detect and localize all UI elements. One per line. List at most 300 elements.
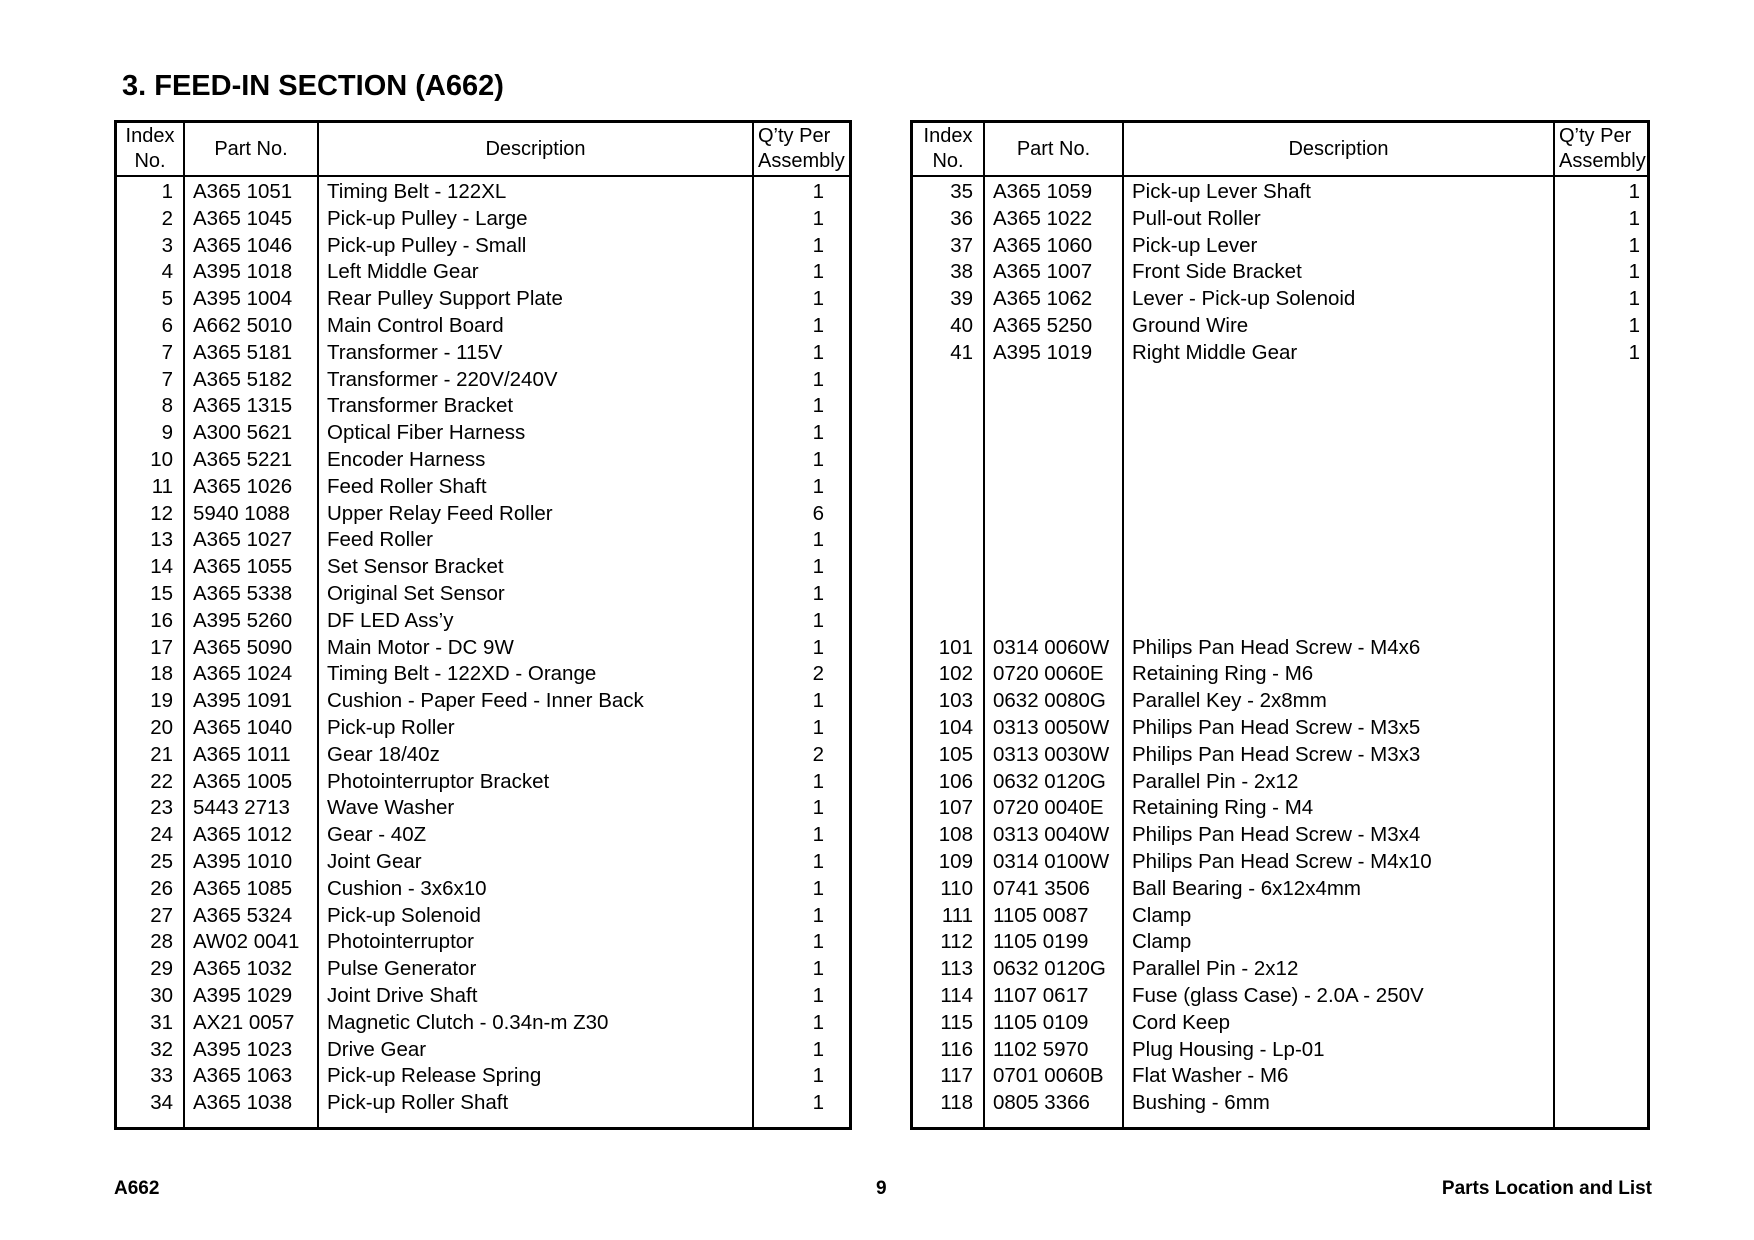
- table-row: [913, 983, 1647, 1010]
- quantity-cell: 1: [1628, 180, 1640, 203]
- table-row: [117, 447, 849, 474]
- index-cell: 111: [941, 903, 973, 927]
- part-number-cell: A395 1004: [193, 287, 293, 311]
- part-number-cell: 0314 0100W: [993, 849, 1110, 873]
- description-cell: Parallel Pin - 2x12: [1132, 957, 1299, 981]
- part-number-cell: 5443 2713: [193, 796, 290, 820]
- part-number-cell: 1105 0087: [993, 903, 1089, 927]
- index-cell: 117: [940, 1064, 973, 1088]
- quantity-cell: 1: [812, 849, 824, 873]
- description-cell: Pick-up Pulley - Small: [327, 233, 527, 257]
- quantity-cell: 1: [812, 528, 824, 552]
- table-row: [913, 688, 1647, 715]
- table-row: [117, 983, 849, 1010]
- index-cell: 36: [950, 206, 973, 230]
- part-number-cell: A300 5621: [193, 421, 293, 445]
- header-divider: [117, 175, 849, 177]
- part-number-cell: A365 1085: [193, 876, 293, 900]
- quantity-cell: 1: [812, 715, 824, 739]
- description-cell: Wave Washer: [327, 796, 455, 820]
- table-row: [117, 715, 849, 742]
- quantity-cell: 1: [812, 957, 824, 981]
- table-row: [913, 340, 1647, 367]
- description-cell: Retaining Ring - M6: [1132, 662, 1314, 686]
- part-number-cell: AX21 0057: [193, 1010, 295, 1034]
- part-number-cell: A365 1051: [193, 180, 293, 203]
- part-number-cell: 5940 1088: [193, 501, 290, 525]
- part-number-cell: A365 5324: [193, 903, 293, 927]
- quantity-cell: 1: [812, 876, 824, 900]
- quantity-cell: 1: [812, 447, 824, 471]
- index-cell: 3: [161, 233, 173, 257]
- index-cell: 113: [940, 957, 973, 981]
- part-number-cell: 0314 0060W: [993, 635, 1110, 659]
- table-row: [117, 742, 849, 769]
- description-cell: Drive Gear: [327, 1037, 427, 1061]
- index-cell: 22: [150, 769, 173, 793]
- table-row: [117, 259, 849, 286]
- part-number-cell: A365 1027: [193, 528, 293, 552]
- table-row: [913, 1090, 1647, 1117]
- table-row: [117, 233, 849, 260]
- index-cell: 31: [150, 1010, 173, 1034]
- table-row: [913, 259, 1647, 286]
- table-row: [117, 1063, 849, 1090]
- table-row: [117, 420, 849, 447]
- part-number-cell: A395 1019: [993, 340, 1093, 364]
- part-number-cell: A365 1045: [193, 206, 293, 230]
- table-row: [913, 179, 1647, 206]
- part-number-cell: A365 5182: [193, 367, 293, 391]
- table-row: [117, 929, 849, 956]
- table-row: [117, 340, 849, 367]
- index-cell: 4: [161, 260, 173, 284]
- description-cell: Retaining Ring - M4: [1132, 796, 1314, 820]
- index-cell: 37: [950, 233, 973, 257]
- description-cell: Lever - Pick-up Solenoid: [1132, 287, 1356, 311]
- table-row: [117, 876, 849, 903]
- index-cell: 109: [938, 849, 973, 873]
- header-part-no: Part No.: [214, 137, 288, 160]
- quantity-cell: 1: [812, 1091, 824, 1115]
- description-cell: Flat Washer - M6: [1132, 1064, 1289, 1088]
- description-cell: Philips Pan Head Screw - M3x4: [1132, 823, 1421, 847]
- description-cell: Philips Pan Head Screw - M3x5: [1132, 715, 1421, 739]
- index-cell: 116: [940, 1037, 973, 1061]
- description-cell: Joint Gear: [327, 849, 422, 873]
- footer-section-title: Parts Location and List: [1441, 1178, 1652, 1199]
- description-cell: Pick-up Lever: [1132, 233, 1258, 257]
- index-cell: 39: [950, 287, 973, 311]
- table-row: [913, 286, 1647, 313]
- quantity-cell: 1: [812, 1010, 824, 1034]
- description-cell: Joint Drive Shaft: [327, 983, 478, 1007]
- part-number-cell: A365 1005: [193, 769, 293, 793]
- part-number-cell: A365 5338: [193, 581, 293, 605]
- header-qty: Q’ty Per Assembly: [758, 125, 845, 172]
- table-row: [117, 1010, 849, 1037]
- table-row: [913, 929, 1647, 956]
- part-number-cell: 0632 0080G: [993, 689, 1106, 713]
- part-number-cell: A395 1023: [193, 1037, 293, 1061]
- index-cell: 27: [150, 903, 173, 927]
- table-row: [913, 849, 1647, 876]
- description-cell: Upper Relay Feed Roller: [327, 501, 553, 525]
- index-cell: 11: [151, 474, 173, 498]
- description-cell: Right Middle Gear: [1132, 340, 1298, 364]
- description-cell: Cord Keep: [1132, 1010, 1231, 1034]
- table-row: [117, 313, 849, 340]
- index-cell: 105: [938, 742, 973, 766]
- index-cell: 38: [950, 260, 973, 284]
- quantity-cell: 1: [812, 635, 824, 659]
- quantity-cell: 1: [812, 367, 824, 391]
- index-cell: 25: [150, 849, 173, 873]
- quantity-cell: 1: [1628, 287, 1640, 311]
- part-number-cell: AW02 0041: [193, 930, 300, 954]
- table-row: [913, 822, 1647, 849]
- description-cell: Timing Belt - 122XL: [327, 180, 507, 203]
- table-header: [913, 123, 1647, 175]
- table-row: [913, 554, 1647, 581]
- page-title: 3. FEED-IN SECTION (A662): [122, 70, 504, 102]
- part-number-cell: A365 1012: [193, 823, 293, 847]
- description-cell: Clamp: [1132, 903, 1192, 927]
- table-row: [117, 286, 849, 313]
- description-cell: Transformer - 115V: [327, 340, 503, 364]
- index-cell: 17: [150, 635, 173, 659]
- description-cell: Main Motor - DC 9W: [327, 635, 514, 659]
- table-row: [117, 1037, 849, 1064]
- part-number-cell: A365 5250: [993, 313, 1093, 337]
- description-cell: Magnetic Clutch - 0.34n-m Z30: [327, 1010, 609, 1034]
- footer-page-number: 9: [876, 1178, 887, 1199]
- table-row: [913, 876, 1647, 903]
- quantity-cell: 1: [1628, 233, 1640, 257]
- table-row: [913, 313, 1647, 340]
- description-cell: Feed Roller: [327, 528, 433, 552]
- index-cell: 7: [161, 367, 173, 391]
- index-cell: 115: [940, 1010, 973, 1034]
- description-cell: Main Control Board: [327, 313, 504, 337]
- description-cell: Left Middle Gear: [327, 260, 479, 284]
- part-number-cell: 0720 0040E: [993, 796, 1104, 820]
- part-number-cell: A365 1024: [193, 662, 293, 686]
- quantity-cell: 1: [812, 233, 824, 257]
- description-cell: Cushion - Paper Feed - Inner Back: [327, 689, 644, 713]
- index-cell: 19: [150, 689, 173, 713]
- description-cell: Pulse Generator: [327, 957, 477, 981]
- quantity-cell: 1: [812, 581, 824, 605]
- table-row: [117, 554, 849, 581]
- part-number-cell: A395 1018: [193, 260, 293, 284]
- quantity-cell: 1: [812, 689, 824, 713]
- table-body: [117, 179, 849, 1117]
- index-cell: 20: [150, 715, 173, 739]
- quantity-cell: 1: [812, 206, 824, 230]
- table-row: [913, 1037, 1647, 1064]
- part-number-cell: A365 1007: [993, 260, 1093, 284]
- table-row: [117, 903, 849, 930]
- parts-table-left: [114, 120, 852, 1130]
- part-number-cell: 0313 0040W: [993, 823, 1110, 847]
- table-row: [117, 179, 849, 206]
- part-number-cell: A395 1091: [193, 689, 293, 713]
- description-cell: Rear Pulley Support Plate: [327, 287, 563, 311]
- table-row: [913, 367, 1647, 394]
- description-cell: Cushion - 3x6x10: [327, 876, 487, 900]
- table-row: [913, 608, 1647, 635]
- table-row: [913, 581, 1647, 608]
- table-header: [117, 123, 849, 175]
- part-number-cell: A365 5090: [193, 635, 293, 659]
- quantity-cell: 2: [812, 742, 824, 766]
- description-cell: Gear - 40Z: [327, 823, 427, 847]
- description-cell: Transformer - 220V/240V: [327, 367, 558, 391]
- index-cell: 13: [150, 528, 173, 552]
- index-cell: 41: [950, 340, 973, 364]
- quantity-cell: 1: [812, 474, 824, 498]
- parts-table-right: [910, 120, 1650, 1130]
- description-cell: Parallel Pin - 2x12: [1132, 769, 1299, 793]
- description-cell: Original Set Sensor: [327, 581, 505, 605]
- description-cell: Photointerruptor Bracket: [327, 769, 550, 793]
- table-row: [117, 661, 849, 688]
- quantity-cell: 1: [812, 394, 824, 418]
- header-part-no: Part No.: [1016, 137, 1091, 160]
- part-number-cell: 1105 0109: [993, 1010, 1089, 1034]
- index-cell: 106: [938, 769, 973, 793]
- description-cell: Philips Pan Head Screw - M4x6: [1132, 635, 1421, 659]
- part-number-cell: A365 1046: [193, 233, 293, 257]
- quantity-cell: 1: [1628, 313, 1640, 337]
- table-row: [117, 769, 849, 796]
- part-number-cell: A395 1029: [193, 983, 293, 1007]
- part-number-cell: A365 5221: [193, 447, 293, 471]
- quantity-cell: 1: [1628, 340, 1640, 364]
- index-cell: 101: [938, 635, 973, 659]
- table-row: [913, 956, 1647, 983]
- quantity-cell: 1: [812, 287, 824, 311]
- index-cell: 7: [161, 340, 173, 364]
- table-row: [117, 474, 849, 501]
- index-cell: 24: [150, 823, 173, 847]
- quantity-cell: 1: [812, 421, 824, 445]
- table-row: [117, 849, 849, 876]
- index-cell: 6: [161, 313, 173, 337]
- description-cell: Pull-out Roller: [1132, 206, 1261, 230]
- index-cell: 28: [150, 930, 173, 954]
- description-cell: Pick-up Pulley - Large: [327, 206, 528, 230]
- index-cell: 104: [938, 715, 973, 739]
- description-cell: Pick-up Roller Shaft: [327, 1091, 509, 1115]
- part-number-cell: A365 1040: [193, 715, 293, 739]
- table-row: [913, 661, 1647, 688]
- header-divider: [913, 175, 1647, 177]
- table-row: [913, 1010, 1647, 1037]
- index-cell: 15: [150, 581, 173, 605]
- description-cell: Optical Fiber Harness: [327, 421, 526, 445]
- index-cell: 107: [938, 796, 973, 820]
- index-cell: 12: [150, 501, 173, 525]
- index-cell: 14: [150, 555, 173, 579]
- table-row: [913, 474, 1647, 501]
- quantity-cell: 1: [1628, 206, 1640, 230]
- index-cell: 23: [150, 796, 173, 820]
- index-cell: 21: [150, 742, 173, 766]
- quantity-cell: 1: [812, 1037, 824, 1061]
- description-cell: Bushing - 6mm: [1132, 1091, 1270, 1115]
- table-row: [117, 206, 849, 233]
- index-cell: 18: [150, 662, 173, 686]
- table-row: [913, 769, 1647, 796]
- index-cell: 1: [161, 180, 173, 203]
- table-row: [913, 447, 1647, 474]
- table-row: [913, 501, 1647, 528]
- part-number-cell: A365 5181: [193, 340, 293, 364]
- description-cell: Front Side Bracket: [1132, 260, 1302, 284]
- part-number-cell: 0741 3506: [993, 876, 1090, 900]
- header-description: Description: [1288, 137, 1389, 160]
- description-cell: Pick-up Solenoid: [327, 903, 481, 927]
- quantity-cell: 1: [1628, 260, 1640, 284]
- table-row: [913, 527, 1647, 554]
- index-cell: 2: [161, 206, 173, 230]
- part-number-cell: A365 1026: [193, 474, 293, 498]
- index-cell: 26: [150, 876, 173, 900]
- part-number-cell: A365 1032: [193, 957, 293, 981]
- part-number-cell: A365 1315: [193, 394, 293, 418]
- table-row: [913, 715, 1647, 742]
- part-number-cell: 0632 0120G: [993, 769, 1106, 793]
- quantity-cell: 1: [812, 313, 824, 337]
- part-number-cell: A365 1059: [993, 180, 1093, 203]
- quantity-cell: 1: [812, 796, 824, 820]
- part-number-cell: 0720 0060E: [993, 662, 1104, 686]
- quantity-cell: 1: [812, 608, 824, 632]
- index-cell: 110: [940, 876, 973, 900]
- index-cell: 103: [938, 689, 973, 713]
- index-cell: 16: [150, 608, 173, 632]
- part-number-cell: A365 1063: [193, 1064, 293, 1088]
- index-cell: 29: [150, 957, 173, 981]
- description-cell: Timing Belt - 122XD - Orange: [327, 662, 597, 686]
- table-row: [117, 501, 849, 528]
- quantity-cell: 6: [812, 501, 824, 525]
- quantity-cell: 1: [812, 1064, 824, 1088]
- quantity-cell: 1: [812, 260, 824, 284]
- table-row: [117, 635, 849, 662]
- quantity-cell: 1: [812, 823, 824, 847]
- quantity-cell: 1: [812, 983, 824, 1007]
- header-index: Index No.: [125, 125, 175, 172]
- index-cell: 30: [150, 983, 173, 1007]
- description-cell: Parallel Key - 2x8mm: [1132, 689, 1327, 713]
- part-number-cell: A365 1011: [193, 742, 291, 766]
- index-cell: 112: [940, 930, 973, 954]
- quantity-cell: 1: [812, 769, 824, 793]
- description-cell: Clamp: [1132, 930, 1192, 954]
- table-row: [913, 1063, 1647, 1090]
- table-row: [913, 420, 1647, 447]
- table-row: [117, 956, 849, 983]
- header-qty: Q’ty Per Assembly: [1559, 125, 1646, 172]
- table-row: [117, 1090, 849, 1117]
- table-row: [117, 822, 849, 849]
- index-cell: 102: [938, 662, 973, 686]
- index-cell: 34: [150, 1091, 173, 1115]
- part-number-cell: A395 1010: [193, 849, 293, 873]
- description-cell: Pick-up Roller: [327, 715, 455, 739]
- header-index: Index No.: [923, 125, 973, 172]
- quantity-cell: 2: [812, 662, 824, 686]
- index-cell: 8: [161, 394, 173, 418]
- table-row: [117, 527, 849, 554]
- index-cell: 114: [940, 983, 973, 1007]
- description-cell: Fuse (glass Case) - 2.0A - 250V: [1132, 983, 1424, 1007]
- description-cell: Set Sensor Bracket: [327, 555, 504, 579]
- quantity-cell: 1: [812, 903, 824, 927]
- table-row: [117, 688, 849, 715]
- quantity-cell: 1: [812, 340, 824, 364]
- index-cell: 40: [950, 313, 973, 337]
- part-number-cell: A662 5010: [193, 313, 293, 337]
- description-cell: Pick-up Release Spring: [327, 1064, 542, 1088]
- description-cell: Feed Roller Shaft: [327, 474, 487, 498]
- table-row: [913, 393, 1647, 420]
- part-number-cell: A365 1062: [993, 287, 1093, 311]
- table-row: [913, 795, 1647, 822]
- table-row: [913, 742, 1647, 769]
- table-row: [117, 608, 849, 635]
- description-cell: Philips Pan Head Screw - M3x3: [1132, 742, 1421, 766]
- description-cell: Pick-up Lever Shaft: [1132, 180, 1311, 203]
- part-number-cell: A395 5260: [193, 608, 293, 632]
- index-cell: 5: [161, 287, 173, 311]
- part-number-cell: 1107 0617: [993, 983, 1089, 1007]
- quantity-cell: 1: [812, 555, 824, 579]
- part-number-cell: 0701 0060B: [993, 1064, 1104, 1088]
- index-cell: 118: [940, 1091, 973, 1115]
- table-row: [117, 367, 849, 394]
- table-row: [117, 795, 849, 822]
- part-number-cell: 0313 0030W: [993, 742, 1110, 766]
- description-cell: Ball Bearing - 6x12x4mm: [1132, 876, 1362, 900]
- table-row: [117, 581, 849, 608]
- index-cell: 35: [950, 180, 973, 203]
- header-description: Description: [485, 137, 586, 160]
- part-number-cell: 0632 0120G: [993, 957, 1106, 981]
- table-row: [913, 903, 1647, 930]
- quantity-cell: 1: [812, 180, 824, 203]
- part-number-cell: 1102 5970: [993, 1037, 1089, 1061]
- part-number-cell: A365 1060: [993, 233, 1093, 257]
- index-cell: 108: [938, 823, 973, 847]
- part-number-cell: A365 1055: [193, 555, 293, 579]
- description-cell: Encoder Harness: [327, 447, 486, 471]
- part-number-cell: A365 1022: [993, 206, 1093, 230]
- table-row: [913, 635, 1647, 662]
- description-cell: Ground Wire: [1132, 313, 1249, 337]
- index-cell: 10: [150, 447, 173, 471]
- index-cell: 9: [161, 421, 173, 445]
- description-cell: Transformer Bracket: [327, 394, 514, 418]
- table-row: [117, 393, 849, 420]
- part-number-cell: 0805 3366: [993, 1091, 1090, 1115]
- description-cell: Gear 18/40z: [327, 742, 440, 766]
- description-cell: Plug Housing - Lp-01: [1132, 1037, 1325, 1061]
- part-number-cell: 0313 0050W: [993, 715, 1110, 739]
